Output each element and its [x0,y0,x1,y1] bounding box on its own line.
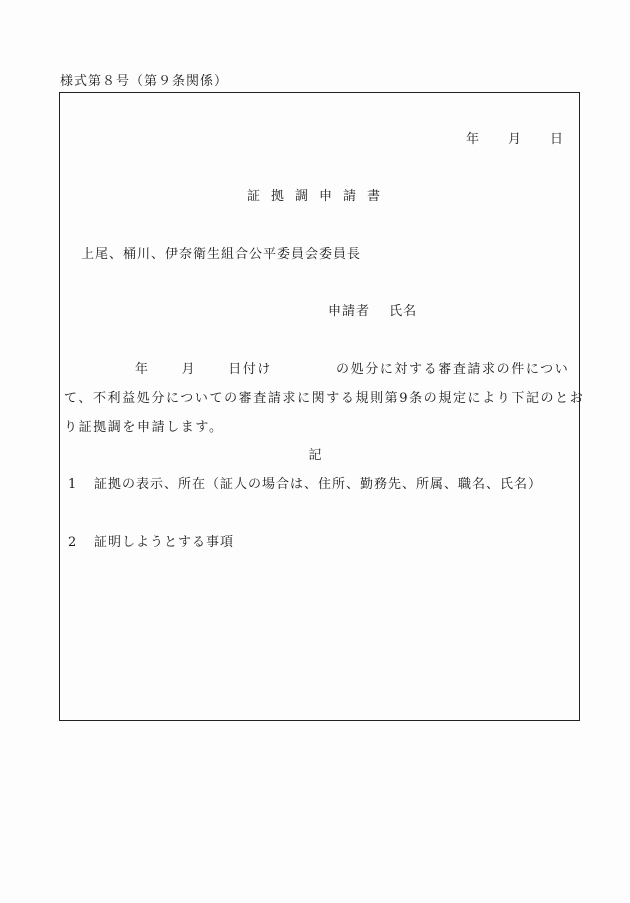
item-text: 証拠の表示、所在（証人の場合は、住所、勤務先、所属、職名、氏名） [94,477,543,492]
date-year-label: 年 [466,132,480,147]
date-month-label: 月 [508,132,522,147]
item-number: 1 [68,477,78,492]
form-number: 様式第８号（第９条関係） [60,74,229,89]
body-line-1 [64,355,576,384]
applicant-line [328,300,417,319]
ki-heading: 記 [308,448,322,463]
body-year: 年 [135,362,150,377]
body-line-1-rest: の処分に対する審査請求の件につい [336,362,570,377]
item-text: 証明しようとする事項 [94,535,235,550]
body-line-3: り証拠調を申請します。 [64,420,224,435]
applicant-name-label: 氏名 [389,304,418,319]
body-line-2: て、不利益処分についての審査請求に関する規則第9条の規定により下記のとお [64,391,585,406]
document-title: 証拠調申請書 [246,189,391,204]
applicant-role: 申請者 [328,304,371,319]
item-evidence [68,473,542,492]
date-day-label: 日 [550,132,564,147]
date-line [466,128,563,147]
addressee: 上尾、桶川、伊奈衛生組合公平委員会委員長 [81,247,362,262]
item-number: 2 [68,535,78,550]
item-matter-to-prove [68,531,234,550]
body-month: 月 [181,362,197,377]
request-body [64,355,585,442]
body-day-suffix: 日付け [228,362,273,377]
